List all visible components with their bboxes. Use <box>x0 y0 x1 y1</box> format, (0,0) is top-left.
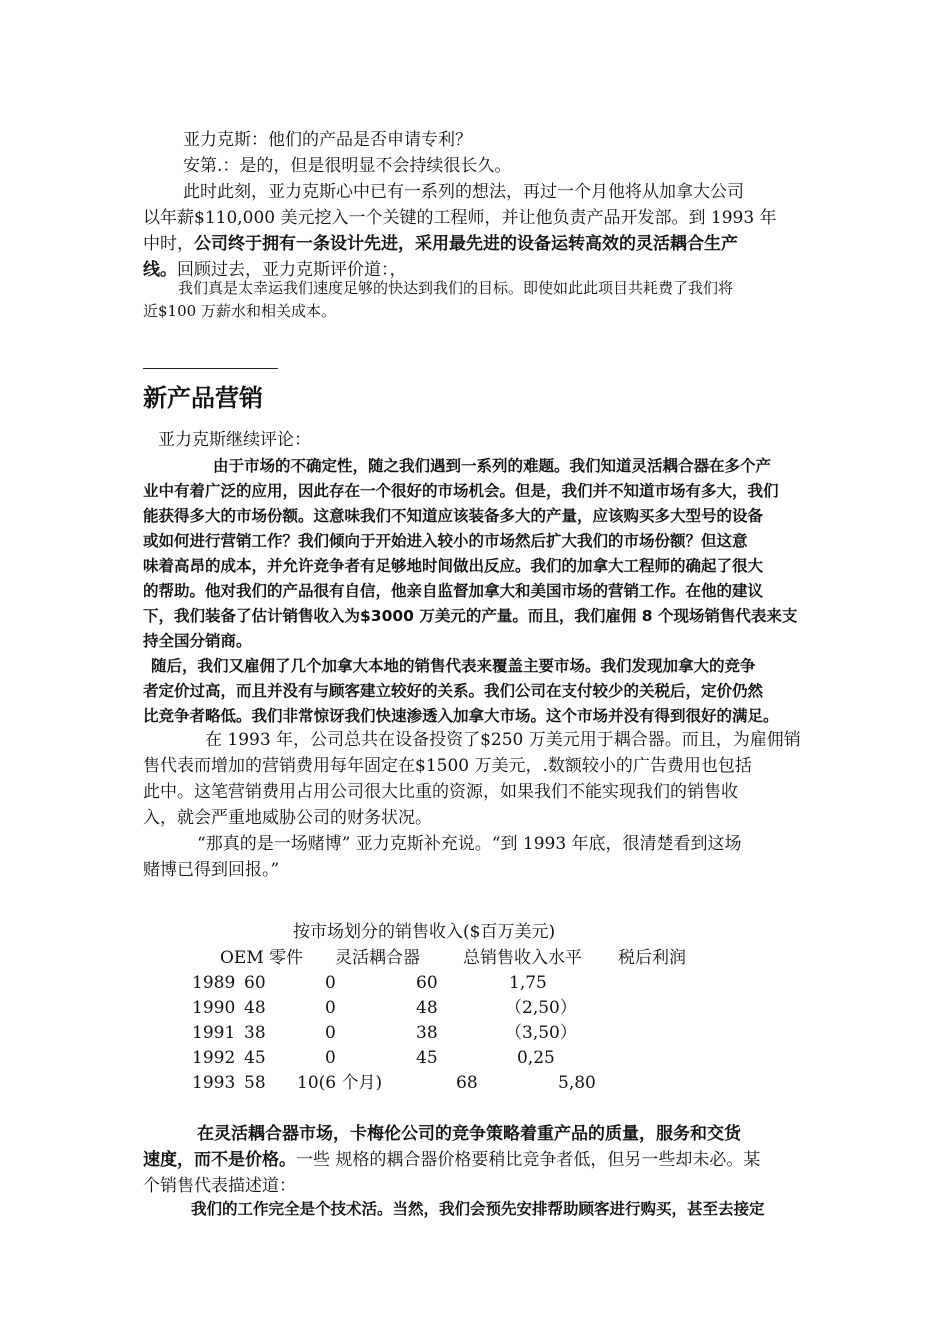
quote-line: 近$100 万薪水和相关成本。 <box>143 302 336 320</box>
table-cell-year: 1991 <box>192 1023 236 1043</box>
paragraph-line-mixed <box>143 231 738 257</box>
quote-line: 我们真是太幸运我们速度足够的快达到我们的目标。即使如此此项目共耗费了我们将 <box>178 279 734 297</box>
table-cell: 38 <box>416 1023 438 1043</box>
paragraph-line-bold: 在灵活耦合器市场，卡梅伦公司的竞争策略着重产品的质量，服务和交货 <box>197 1124 741 1144</box>
table-cell: 1,75 <box>509 973 547 993</box>
paragraph-line: 赌博已得到回报。” <box>143 860 280 880</box>
quote-line: 我们的工作完全是个技术活。当然，我们会预先安排帮助顾客进行购买，甚至去接定 <box>191 1200 765 1218</box>
table-cell: 60 <box>244 973 266 993</box>
table-cell: 0 <box>325 973 336 993</box>
paragraph-line: 入，就会严重地威胁公司的财务状况。 <box>143 808 432 828</box>
table-cell: 60 <box>416 973 438 993</box>
quote-line: 由于市场的不确定性，随之我们遇到一系列的难题。我们知道灵活耦合器在多个产 <box>213 457 772 475</box>
table-header: OEM 零件 <box>220 948 304 968</box>
paragraph-line: 在 1993 年，公司总共在设备投资了$250 万美元用于耦合器。而且，为雇佣销 <box>205 730 801 750</box>
table-cell: 0 <box>325 1048 336 1068</box>
paragraph-line: 售代表而增加的营销费用每年固定在$1500 万美元，.数额较小的广告费用也包括 <box>143 756 752 776</box>
table-cell: 0 <box>325 998 336 1018</box>
bold-text: 速度，而不是价格。 <box>143 1150 296 1170</box>
table-cell: 48 <box>244 998 266 1018</box>
quote-line: 的帮助。他对我们的产品很有自信，他亲自监督加拿大和美国市场的营销工作。在他的建议 <box>143 582 764 600</box>
quote-line: 业中有着广泛的应用，因此存在一个很好的市场机会。但是，我们并不知道市场有多大，我们 <box>143 482 779 500</box>
paragraph-line-mixed <box>143 1147 760 1173</box>
table-cell: 58 <box>244 1073 266 1093</box>
table-cell-year: 1993 <box>192 1073 236 1093</box>
quote-line: 能获得多大的市场份额。这意味我们不知道应该装备多大的产量，应该购买多大型号的设备 <box>143 507 764 525</box>
quote-line: 比竞争者略低。我们非常惊讶我们快速渗透入加拿大市场。这个市场并没有得到很好的满足。 <box>143 707 779 725</box>
table-cell: 68 <box>456 1073 478 1093</box>
quote-line: 下，我们装备了估计销售收入为$3000 万美元的产量。而且，我们雇佣 8 个现场销售代表来支 <box>143 607 798 625</box>
quote-line: 随后，我们又雇佣了几个加拿大本地的销售代表来覆盖主要市场。我们发现加拿大的竞争 <box>151 657 756 675</box>
table-cell: 48 <box>416 998 438 1018</box>
paragraph-line: 此中。这笔营销费用占用公司很大比重的资源，如果我们不能实现我们的销售收 <box>143 782 738 802</box>
plain-text: 回顾过去，亚力克斯评价道：， <box>177 260 407 280</box>
plain-text: 中时， <box>143 234 194 254</box>
table-cell: 38 <box>244 1023 266 1043</box>
bold-text: 公司终于拥有一条设计先进，采用最先进的设备运转高效的灵活耦合生产 <box>194 234 738 254</box>
dialogue-line-alex: 亚力克斯：他们的产品是否申请专利？ <box>183 130 472 150</box>
quote-line: 或如何进行营销工作？我们倾向于开始进入较小的市场然后扩大我们的市场份额？但这意 <box>143 532 748 550</box>
table-cell: 5,80 <box>558 1073 596 1093</box>
quote-line: 者定价过高，而且并没有与顾客建立较好的关系。我们公司在支付较少的关税后，定价仍然 <box>143 682 764 700</box>
quote-line: 味着高昂的成本，并允许竞争者有足够地时间做出反应。我们的加拿大工程师的确起了很大 <box>143 557 764 575</box>
dialogue-line-andy: 安第.：是的，但是很明显不会持续很长久。 <box>183 156 512 176</box>
table-header: 总销售收入水平 <box>463 948 582 968</box>
section-divider <box>143 368 278 369</box>
table-cell-year: 1989 <box>192 973 236 993</box>
table-header: 灵活耦合器 <box>335 948 420 968</box>
table-title: 按市场划分的销售收入($百万美元) <box>293 922 556 942</box>
paragraph-line: 个销售代表描述道： <box>143 1176 296 1196</box>
table-cell: 45 <box>416 1048 438 1068</box>
table-header: 税后利润 <box>618 948 686 968</box>
table-cell: （2,50） <box>505 998 577 1018</box>
table-cell: 45 <box>244 1048 266 1068</box>
table-cell: 10(6 个月) <box>297 1073 383 1093</box>
intro-line: 亚力克斯继续评论： <box>158 430 311 450</box>
table-cell-year: 1992 <box>192 1048 236 1068</box>
plain-text: 一些 规格的耦合器价格要稍比竞争者低，但另一些却未必。某 <box>296 1150 761 1170</box>
table-cell-year: 1990 <box>192 998 236 1018</box>
paragraph-line: 以年薪$110,000 美元挖入一个关键的工程师，并让他负责产品开发部。到 1993 年 <box>143 208 777 228</box>
table-cell: 0,25 <box>517 1048 555 1068</box>
paragraph-line: “那真的是一场赌博” 亚力克斯补充说。“到 1993 年底，很清楚看到这场 <box>197 834 742 854</box>
section-heading: 新产品营销 <box>143 384 263 412</box>
table-cell: 0 <box>325 1023 336 1043</box>
table-cell: （3,50） <box>505 1023 577 1043</box>
quote-line: 持全国分销商。 <box>143 632 252 650</box>
paragraph-line: 此时此刻，亚力克斯心中已有一系列的想法，再过一个月他将从加拿大公司 <box>183 182 744 202</box>
bold-text: 线。 <box>143 260 177 280</box>
